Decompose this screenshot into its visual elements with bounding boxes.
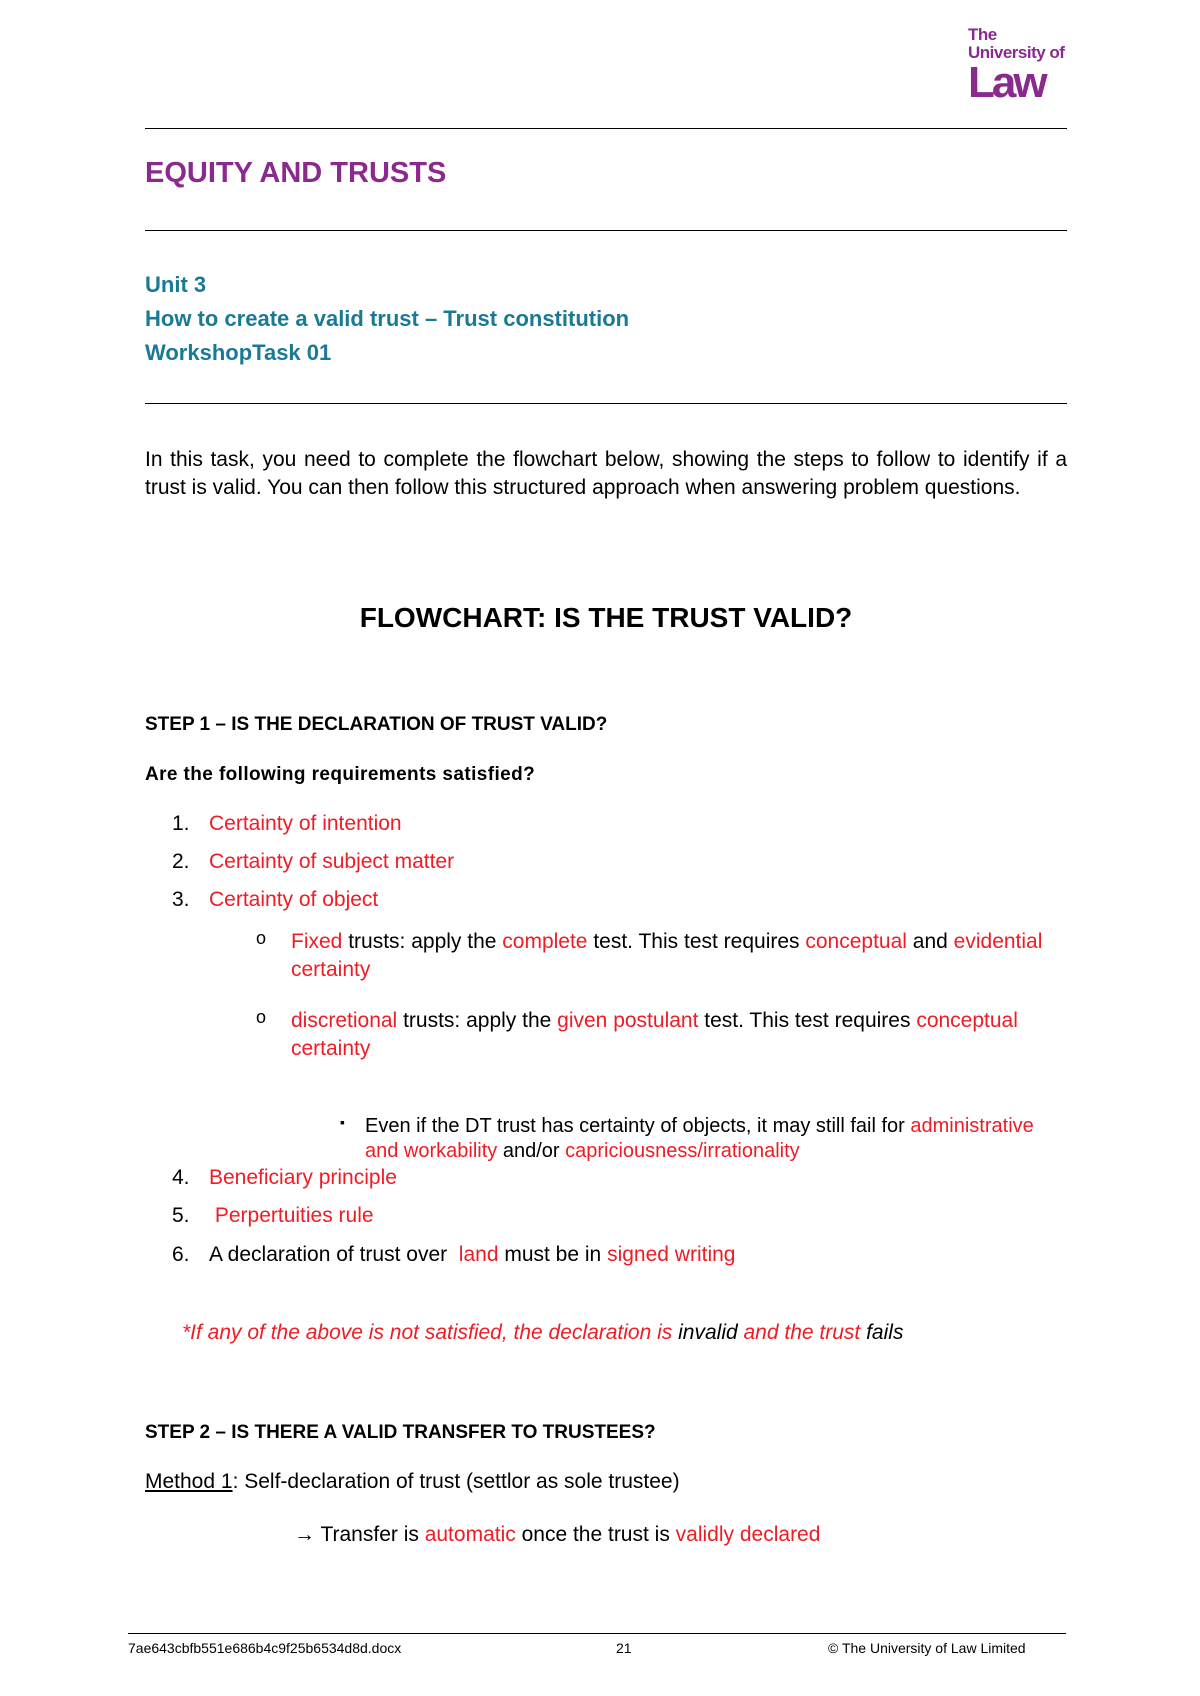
fixed-trust-text: Fixed trusts: apply the complete test. This test requires conceptual and evidential certainty bbox=[291, 930, 1043, 981]
step1-question: Are the following requirements satisfied? bbox=[145, 764, 536, 785]
list-item-number: 2. bbox=[172, 850, 190, 873]
list-item-text: A declaration of trust over land must be in signed writing bbox=[209, 1243, 736, 1266]
hollow-bullet-icon: o bbox=[256, 1007, 267, 1027]
logo-line-law: Law bbox=[968, 58, 1045, 107]
footer-filename: 7ae643cbfb551e686b4c9f25b6534d8d.docx bbox=[128, 1640, 402, 1656]
list-item-number: 4. bbox=[172, 1166, 190, 1189]
discretional-trust-text: discretional trusts: apply the given postulant test. This test requires conceptual certainty bbox=[291, 1009, 1018, 1060]
method-text: : Self-declaration of trust (settlor as sole trustee) bbox=[232, 1470, 680, 1493]
logo-line-university: University of bbox=[968, 43, 1065, 62]
list-item-text: Certainty of subject matter bbox=[209, 850, 455, 873]
list-item-number: 6. bbox=[172, 1243, 190, 1266]
list-item-text: Perpertuities rule bbox=[209, 1204, 374, 1227]
flowchart-title: FLOWCHART: IS THE TRUST VALID? bbox=[359, 602, 853, 633]
hollow-bullet-icon: o bbox=[256, 928, 267, 948]
list-item-number: 3. bbox=[172, 888, 190, 911]
right-arrow-icon: → bbox=[294, 1523, 315, 1546]
square-bullet-icon: ▪ bbox=[340, 1114, 345, 1130]
list-item-text: Beneficiary principle bbox=[209, 1166, 397, 1189]
document-title: EQUITY AND TRUSTS bbox=[145, 157, 447, 189]
header-rule-top bbox=[145, 128, 1067, 129]
footer-page-number: 21 bbox=[616, 1640, 632, 1656]
step2-heading: STEP 2 – IS THERE A VALID TRANSFER TO TRUSTEES? bbox=[145, 1422, 656, 1443]
list-item bbox=[172, 812, 402, 836]
header-rule-middle bbox=[145, 230, 1067, 231]
step1-heading: STEP 1 – IS THE DECLARATION OF TRUST VALID? bbox=[145, 714, 608, 735]
logo-line-the: The bbox=[968, 25, 997, 44]
list-item bbox=[172, 1204, 374, 1228]
list-item bbox=[172, 1166, 397, 1190]
list-item-number: 1. bbox=[172, 812, 190, 835]
transfer-line: → Transfer is automatic once the trust is validly declared bbox=[294, 1523, 821, 1546]
footer-rule bbox=[128, 1633, 1066, 1634]
footer-copyright: © The University of Law Limited bbox=[828, 1640, 1026, 1656]
list-item-text: Certainty of intention bbox=[209, 812, 402, 835]
list-item bbox=[172, 1243, 735, 1267]
list-item bbox=[172, 850, 454, 874]
step2-method bbox=[145, 1470, 680, 1494]
header-rule-bottom bbox=[145, 403, 1067, 404]
unit-task: WorkshopTask 01 bbox=[145, 340, 332, 365]
unit-topic: How to create a valid trust – Trust constitution bbox=[145, 306, 630, 331]
method-label: Method 1 bbox=[145, 1470, 233, 1493]
list-item bbox=[172, 888, 378, 912]
list-item-text: Certainty of object bbox=[209, 888, 379, 911]
intro-paragraph: In this task, you need to complete the flowchart below, showing the steps to follow to identify if a trust is valid. You can then follow this structured approach when answering problem questions. bbox=[145, 448, 1067, 499]
step1-note: *If any of the above is not satisfied, the declaration is invalid and the trust fails bbox=[182, 1321, 904, 1344]
dt-note-text: Even if the DT trust has certainty of objects, it may still fail for administrative and workability and/or capriciousness/irrationality bbox=[365, 1115, 1034, 1162]
university-of-law-logo bbox=[968, 25, 1068, 107]
unit-number: Unit 3 bbox=[145, 272, 207, 297]
list-item-number: 5. bbox=[172, 1204, 190, 1227]
